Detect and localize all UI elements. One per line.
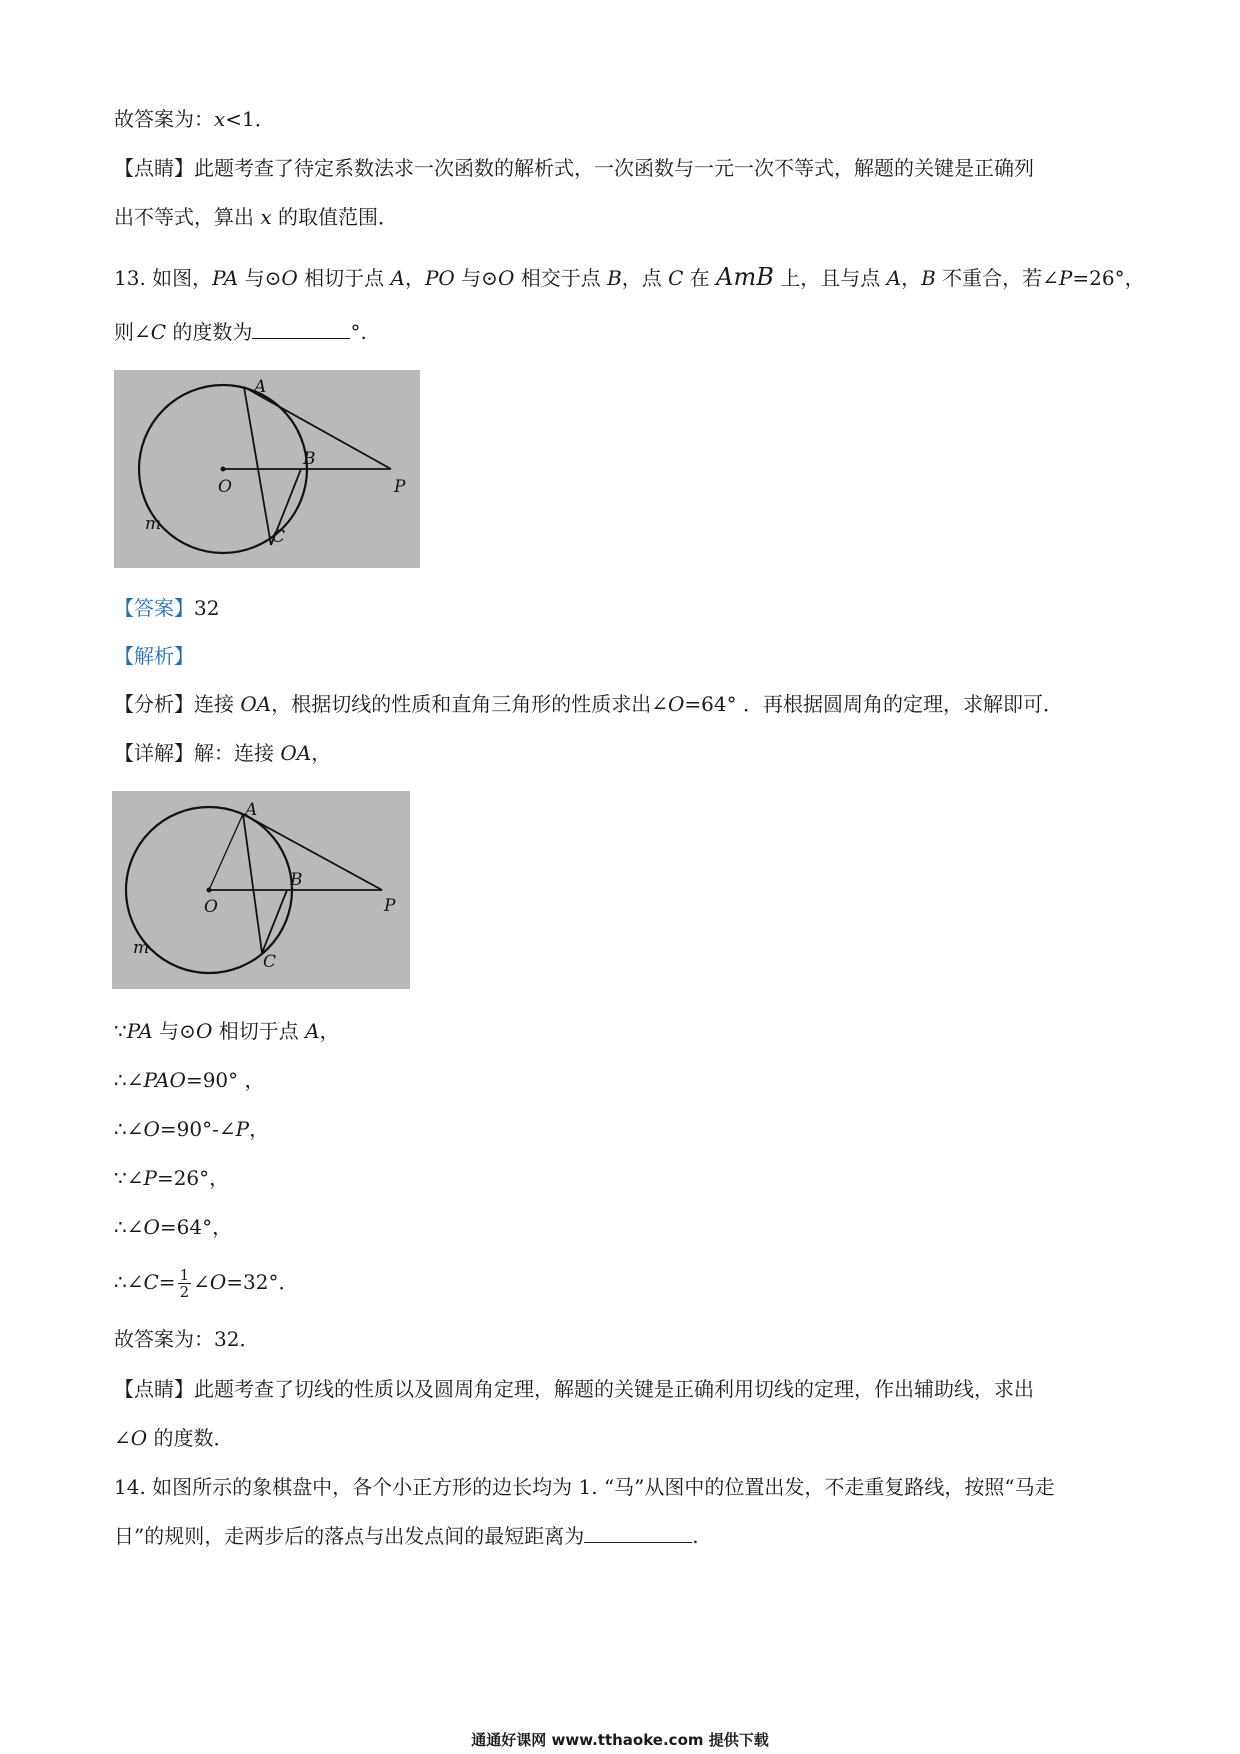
- fenxi-line: 【分析】连接 OA，根据切线的性质和直角三角形的性质求出∠O=64° ．再根据圆周角的定理，求解即可．: [114, 692, 1063, 716]
- label-b-2: B: [290, 870, 303, 890]
- label-p-2: P: [384, 896, 396, 916]
- step-4: ∵∠P=26°，: [114, 1166, 230, 1190]
- point-o: [221, 467, 226, 472]
- arc-amb: AmB: [716, 263, 774, 291]
- line-ac-2: [243, 814, 262, 953]
- label-m: m: [145, 514, 162, 534]
- label-m-2: m: [133, 938, 150, 958]
- step-5: ∴∠O=64°，: [114, 1215, 233, 1239]
- point-o-2: [207, 888, 212, 893]
- answer-tag: 【答案】: [114, 596, 194, 620]
- dianjing2-line2: ∠O 的度数．: [114, 1426, 234, 1450]
- answer-value: 32: [194, 596, 220, 620]
- dianjing2-line: 【点睛】此题考查了切线的性质以及圆周角定理，解题的关键是正确利用切线的定理，作出辅助线，求出: [114, 1377, 1034, 1401]
- question-14: 14. 如图所示的象棋盘中，各个小正方形的边长均为 1. “马”从图中的位置出发，不走重复路线，按照“马走: [114, 1475, 1055, 1499]
- xiangjie-tag: 【详解】: [114, 741, 194, 765]
- question-14-line2: 日”的规则，走两步后的落点与出发点间的最短距离为 .: [114, 1524, 699, 1548]
- footer-watermark: 通通好课网 www.tthaoke.com 提供下载: [471, 1731, 769, 1749]
- step-6: ∴∠C= $\frac{1}{2}$ ∠O=32°．: [114, 1266, 299, 1301]
- step-1: ∵PA 与⊙O 相切于点 A，: [114, 1019, 340, 1043]
- label-p: P: [394, 477, 406, 497]
- line-answer-prev: 故答案为：x<1．: [114, 107, 275, 131]
- label-c-2: C: [263, 952, 277, 972]
- final-answer: 故答案为：32．: [114, 1327, 260, 1351]
- line-pa: [244, 387, 391, 469]
- label-a: A: [254, 377, 267, 397]
- line-dianjing-1: 【点睛】此题考查了待定系数法求一次函数的解析式，一次函数与一元一次不等式，解题的关键是正确列: [114, 156, 1034, 180]
- line-oa: [209, 814, 243, 890]
- figure-circle-1: [114, 370, 420, 568]
- label-a-2: A: [245, 800, 258, 820]
- figure-circle-1-svg: [114, 370, 420, 568]
- step-2: ∴∠PAO=90° ，: [114, 1068, 265, 1092]
- jiexi-tag: 【解析】: [114, 644, 194, 668]
- dianjing-tag: 【点睛】: [114, 156, 194, 180]
- line-pa-2: [243, 814, 382, 890]
- label-b: B: [303, 449, 316, 469]
- line-dianjing-2: 出不等式，算出 x 的取值范围．: [114, 205, 398, 229]
- question-13: 13. 如图，PA 与⊙O 相切于点 A，PO 与⊙O 相交于点 B，点 C 在 AmB 上，且与点 A，B 不重合，若∠P=26°，: [114, 263, 1145, 291]
- line-cb-2: [262, 890, 287, 953]
- figure-circle-2: [112, 791, 410, 989]
- figure-circle-2-svg: [112, 791, 410, 989]
- answer-blank: [252, 318, 350, 339]
- label-o: O: [218, 477, 232, 497]
- answer-blank-14: [584, 1522, 692, 1543]
- question-13-line2: 则∠C 的度数为 °.: [114, 320, 367, 344]
- line-ac: [244, 387, 271, 545]
- step-3: ∴∠O=90°-∠P，: [114, 1117, 270, 1141]
- dianjing2-tag: 【点睛】: [114, 1377, 194, 1401]
- fenxi-tag: 【分析】: [114, 692, 194, 716]
- label-c: C: [272, 527, 286, 547]
- xiangjie-line: 【详解】解：连接 OA，: [114, 741, 332, 765]
- answer-line: [114, 594, 219, 622]
- fraction-half: $\frac{1}{2}$: [179, 1266, 190, 1301]
- label-o-2: O: [204, 897, 218, 917]
